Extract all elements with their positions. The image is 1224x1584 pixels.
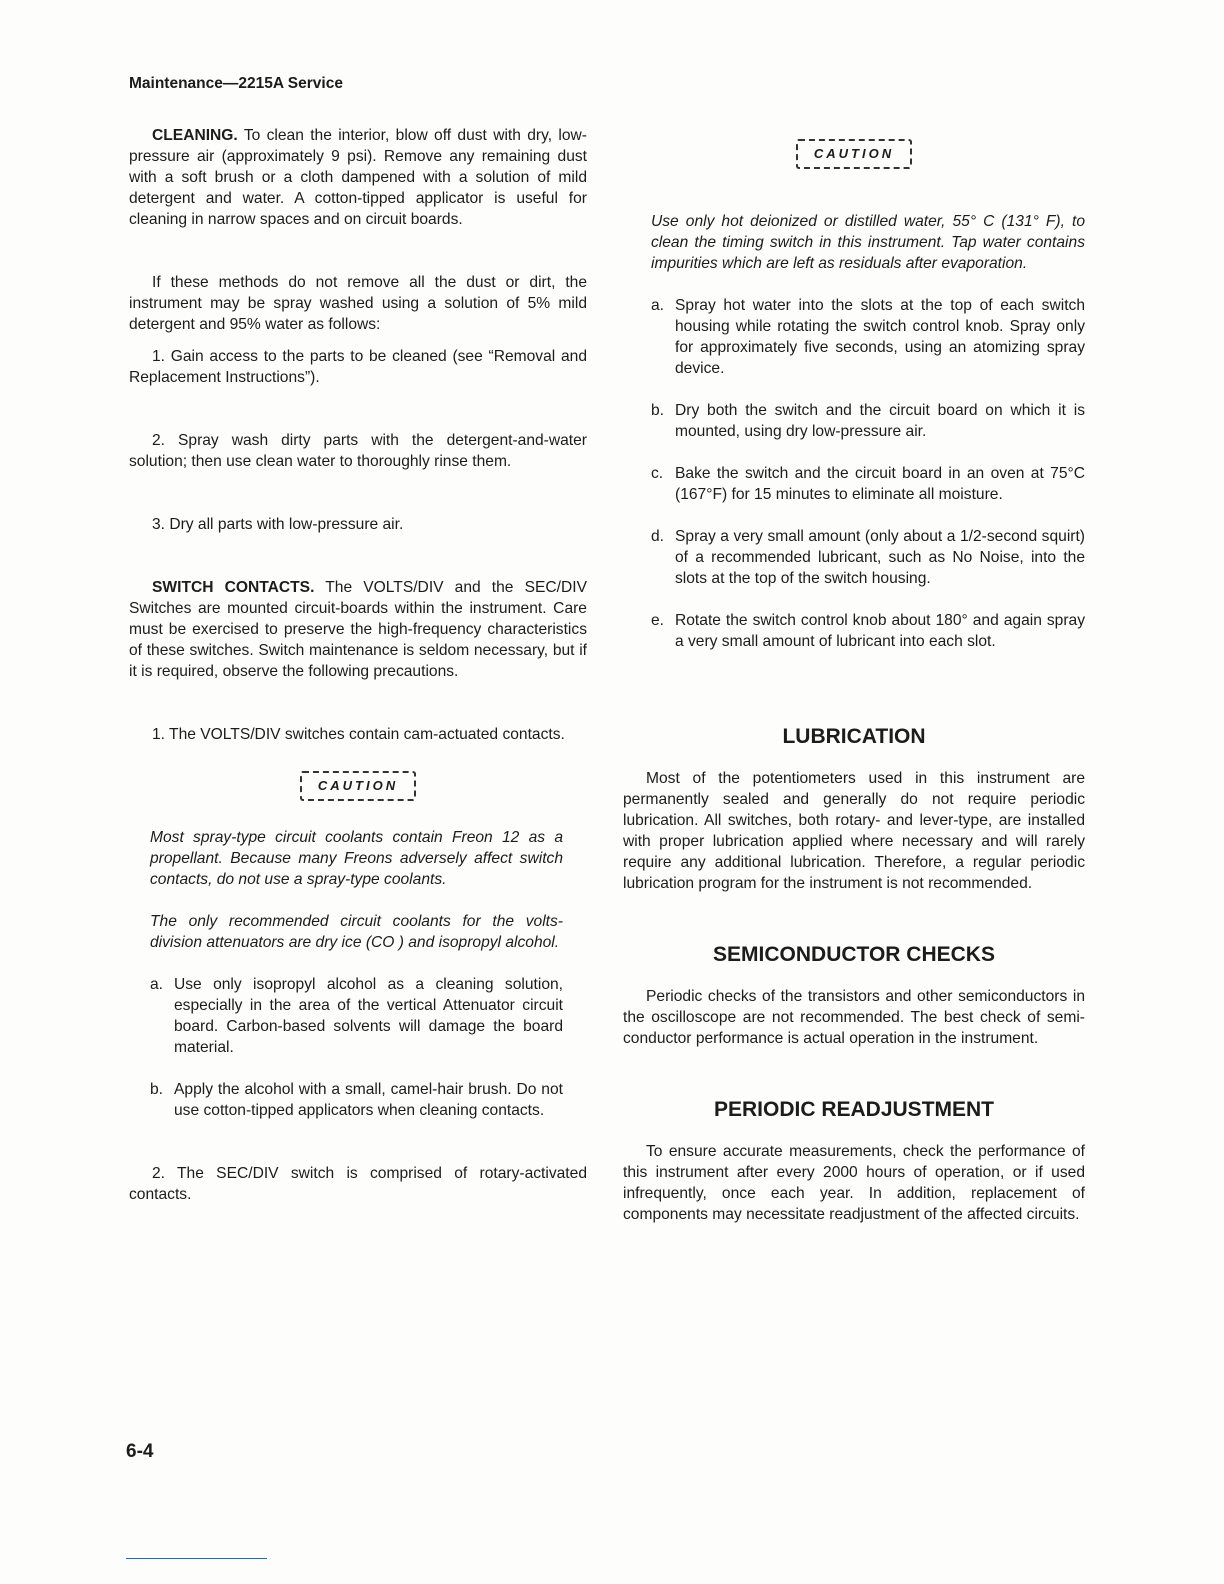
cleaning-title: CLEANING. xyxy=(152,127,238,144)
step-label: e. xyxy=(651,612,665,629)
caution-note-1: Most spray-type circuit coolants contain Freon 12 as a propellant. Because many Freons adversely affect switch contacts, do not use a spray-type coolants. xyxy=(150,829,563,888)
right-column xyxy=(623,125,1085,1225)
caution-label: CAUTION xyxy=(300,771,416,801)
cleaning-step-1: 1. Gain access to the parts to be cleaned (see “Removal and Replacement Instructions”). xyxy=(129,348,587,386)
switch-contacts-paragraph xyxy=(129,577,587,682)
switch-contacts-title: SWITCH CONTACTS. xyxy=(152,579,315,596)
step-label: a. xyxy=(651,297,665,314)
precaution-a-label: a. xyxy=(150,976,164,993)
cleaning-step-2: 2. Spray wash dirty parts with the detergent-and-water solution; then use clean water to thoroughly rinse them. xyxy=(129,432,587,470)
step-text: Dry both the switch and the circuit board on which it is mounted, using dry low-pressure air. xyxy=(675,402,1085,440)
cleaning-step-3: 3. Dry all parts with low-pressure air. xyxy=(152,516,404,533)
step-item xyxy=(651,463,1085,505)
sec-div-item: 2. The SEC/DIV switch is comprised of rotary-activated contacts. xyxy=(129,1165,587,1203)
step-label: d. xyxy=(651,528,665,545)
cleaning-paragraph xyxy=(129,125,587,230)
step-item xyxy=(651,610,1085,652)
precaution-b xyxy=(150,1079,563,1121)
lubrication-heading: LUBRICATION xyxy=(782,725,926,748)
semiconductor-body: Periodic checks of the transistors and other semiconductors in the oscilloscope are not recommended. The best check of semi-conductor performance is actual operation in the instrument. xyxy=(623,988,1085,1047)
precaution-a xyxy=(150,974,563,1058)
page-number: 6-4 xyxy=(126,1441,154,1462)
step-text: Spray a very small amount (only about a 1/2-second squirt) of a recommended lubricant, such as No Noise, into the slots at the top of the switch housing. xyxy=(675,528,1085,587)
step-text: Spray hot water into the slots at the top of each switch housing while rotating the switch control knob. Spray only for approximately five seconds, using an atomizing spray device. xyxy=(675,297,1085,377)
step-label: c. xyxy=(651,465,664,482)
precaution-a-text: Use only isopropyl alcohol as a cleaning solution, especially in the area of the vertical Attenuator circuit board. Carbon-based solvents will damage the board material. xyxy=(174,976,563,1056)
spray-intro: If these methods do not remove all the dust or dirt, the instrument may be spray washed using a solution of 5% mild detergent and 95% water as follows: xyxy=(129,274,587,333)
readjustment-body: To ensure accurate measurements, check the performance of this instrument after every 2000 hours of operation, or if used infrequently, once each year. In addition, replacement of components may necessitate readjustment of the affected circuits. xyxy=(623,1143,1085,1223)
cleaning-body: To clean the interior, blow off dust with dry, low-pressure air (approximately 9 psi). Remove any remaining dust with a soft brush or a cloth dampened with a solution of mild detergent and water. A cotton-tipped applicator is useful for cleaning in narrow spaces and on circuit boards. xyxy=(129,127,587,228)
lubrication-body: Most of the potentiometers used in this instrument are permanently sealed and generally do not require periodic lubrication. All switches, both rotary- and lever-type, are installed with proper lubrication applied where necessary and will rarely require any additional lubrication. Therefore, a regular periodic lubrication program for the instrument is not recommended. xyxy=(623,770,1085,892)
step-item xyxy=(651,526,1085,589)
caution-label: CAUTION xyxy=(796,139,912,169)
step-item xyxy=(651,400,1085,442)
precaution-b-text: Apply the alcohol with a small, camel-hair brush. Do not use cotton-tipped applicators when cleaning contacts. xyxy=(174,1081,563,1119)
semiconductor-heading: SEMICONDUCTOR CHECKS xyxy=(713,943,995,966)
caution-block-left xyxy=(129,771,587,801)
timing-switch-steps xyxy=(623,295,1085,652)
step-item xyxy=(651,295,1085,379)
caution-note-2: The only recommended circuit coolants for the volts-division attenuators are dry ice (CO ) and isopropyl alcohol. xyxy=(150,913,563,951)
step-text: Bake the switch and the circuit board in an oven at 75°C (167°F) for 15 minutes to eliminate all moisture. xyxy=(675,465,1085,503)
step-text: Rotate the switch control knob about 180° and again spray a very small amount of lubricant into each slot. xyxy=(675,612,1085,650)
volts-div-item: 1. The VOLTS/DIV switches contain cam-actuated contacts. xyxy=(152,726,565,743)
left-column xyxy=(129,125,587,1205)
precaution-b-label: b. xyxy=(150,1081,164,1098)
timing-switch-caution: Use only hot deionized or distilled water, 55° C (131° F), to clean the timing switch in this instrument. Tap water contains impurities which are left as residuals after evaporation. xyxy=(651,213,1085,272)
step-label: b. xyxy=(651,402,665,419)
running-header: Maintenance—2215A Service xyxy=(129,75,343,92)
footer-rule xyxy=(126,1558,267,1559)
caution-notes-left xyxy=(129,827,587,1121)
switch-contacts-body: The VOLTS/DIV and the SEC/DIV Switches are mounted circuit-boards within the instrument. Care must be exercised to preserve the high-frequency characteristics of these switches. Switch maintenance is seldom necessary, but if it is required, observe the following precautions. xyxy=(129,579,587,680)
readjustment-heading: PERIODIC READJUSTMENT xyxy=(713,1098,995,1121)
caution-block-right xyxy=(623,139,1085,169)
